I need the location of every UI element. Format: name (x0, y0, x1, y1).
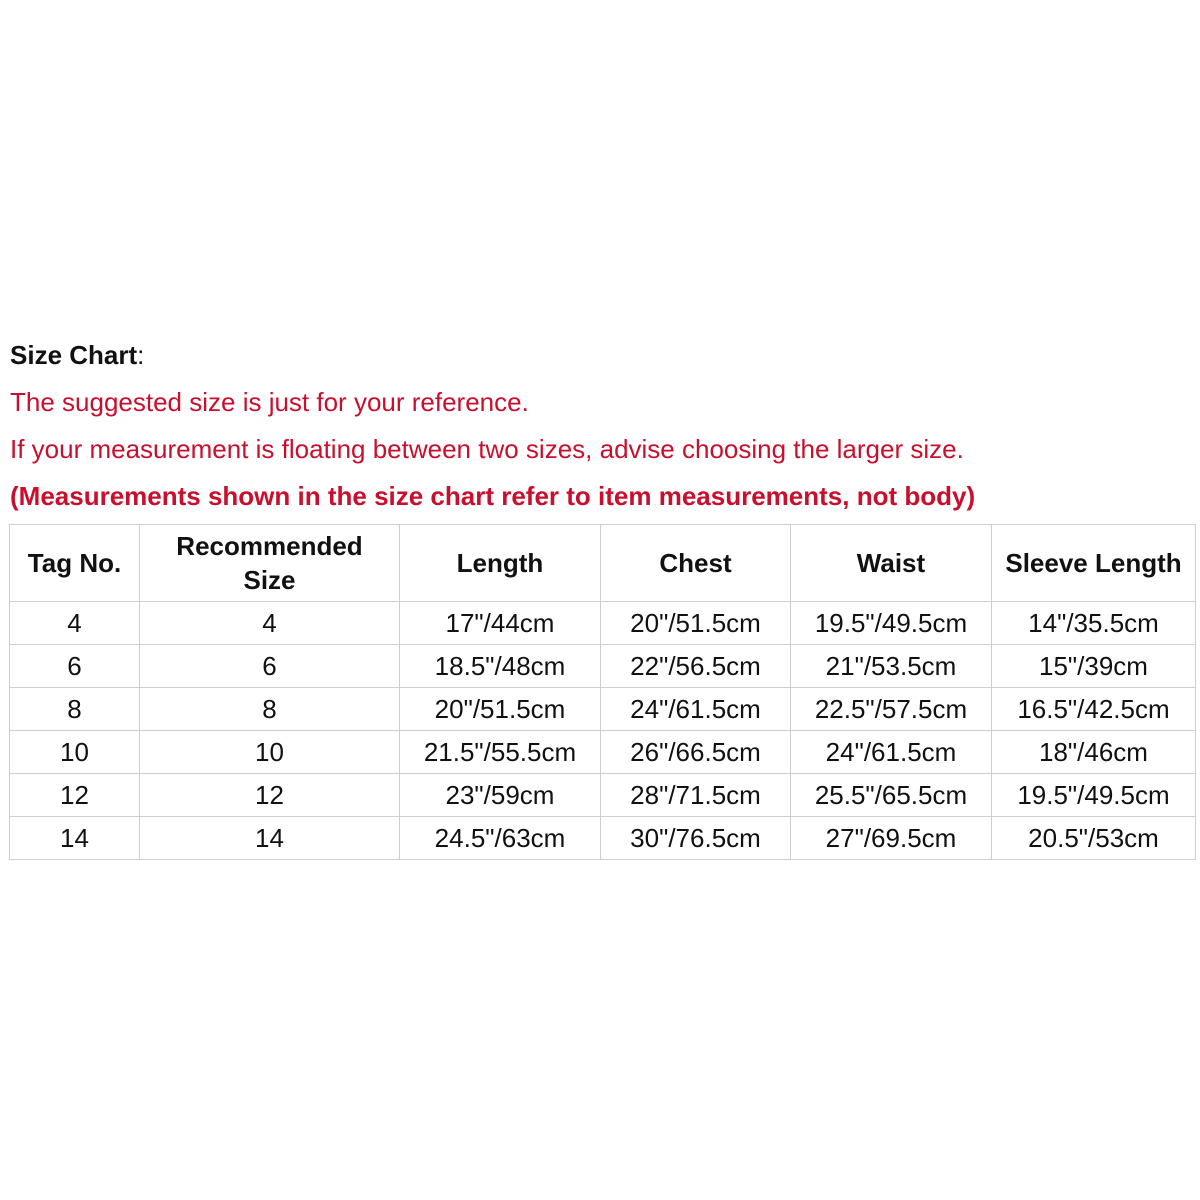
cell-waist: 27"/69.5cm (791, 817, 992, 860)
cell-length: 23"/59cm (400, 774, 601, 817)
cell-sleeve-length: 16.5"/42.5cm (992, 688, 1196, 731)
cell-tag-no: 14 (10, 817, 140, 860)
cell-waist: 19.5"/49.5cm (791, 602, 992, 645)
header-waist: Waist (791, 525, 992, 602)
size-chart-title-text: Size Chart (10, 340, 138, 370)
cell-chest: 30"/76.5cm (601, 817, 791, 860)
size-table (9, 524, 1196, 860)
table-row (10, 817, 1196, 860)
cell-recommended-size: 12 (140, 774, 400, 817)
cell-sleeve-length: 19.5"/49.5cm (992, 774, 1196, 817)
cell-tag-no: 6 (10, 645, 140, 688)
cell-tag-no: 4 (10, 602, 140, 645)
cell-tag-no: 10 (10, 731, 140, 774)
table-row (10, 688, 1196, 731)
cell-waist: 22.5"/57.5cm (791, 688, 992, 731)
header-length: Length (400, 525, 601, 602)
cell-waist: 21"/53.5cm (791, 645, 992, 688)
cell-sleeve-length: 15"/39cm (992, 645, 1196, 688)
table-header-row (10, 525, 1196, 602)
cell-sleeve-length: 18"/46cm (992, 731, 1196, 774)
cell-recommended-size: 10 (140, 731, 400, 774)
cell-length: 21.5"/55.5cm (400, 731, 601, 774)
cell-recommended-size: 14 (140, 817, 400, 860)
size-chart-title-colon: : (137, 340, 145, 370)
cell-sleeve-length: 14"/35.5cm (992, 602, 1196, 645)
cell-recommended-size: 6 (140, 645, 400, 688)
cell-tag-no: 8 (10, 688, 140, 731)
header-recommended-line2: Size (243, 565, 296, 595)
cell-chest: 24"/61.5cm (601, 688, 791, 731)
sizing-advice-note: If your measurement is floating between two sizes, advise choosing the larger size. (10, 434, 964, 464)
cell-tag-no: 12 (10, 774, 140, 817)
header-chest: Chest (601, 525, 791, 602)
header-sleeve-length: Sleeve Length (992, 525, 1196, 602)
cell-chest: 26"/66.5cm (601, 731, 791, 774)
cell-recommended-size: 8 (140, 688, 400, 731)
size-chart-intro (10, 332, 1195, 520)
cell-length: 24.5"/63cm (400, 817, 601, 860)
cell-length: 20"/51.5cm (400, 688, 601, 731)
header-tag-no: Tag No. (10, 525, 140, 602)
cell-sleeve-length: 20.5"/53cm (992, 817, 1196, 860)
size-chart-title (10, 332, 1195, 379)
cell-length: 17"/44cm (400, 602, 601, 645)
measurement-disclaimer: (Measurements shown in the size chart refer to item measurements, not body) (10, 481, 976, 511)
table-row (10, 645, 1196, 688)
cell-recommended-size: 4 (140, 602, 400, 645)
header-recommended-line1: Recommended (176, 531, 363, 561)
cell-waist: 24"/61.5cm (791, 731, 992, 774)
cell-chest: 28"/71.5cm (601, 774, 791, 817)
cell-waist: 25.5"/65.5cm (791, 774, 992, 817)
table-row (10, 731, 1196, 774)
cell-chest: 20"/51.5cm (601, 602, 791, 645)
table-row (10, 602, 1196, 645)
reference-note: The suggested size is just for your reference. (10, 387, 529, 417)
table-row (10, 774, 1196, 817)
cell-chest: 22"/56.5cm (601, 645, 791, 688)
header-recommended-size (140, 525, 400, 602)
cell-length: 18.5"/48cm (400, 645, 601, 688)
